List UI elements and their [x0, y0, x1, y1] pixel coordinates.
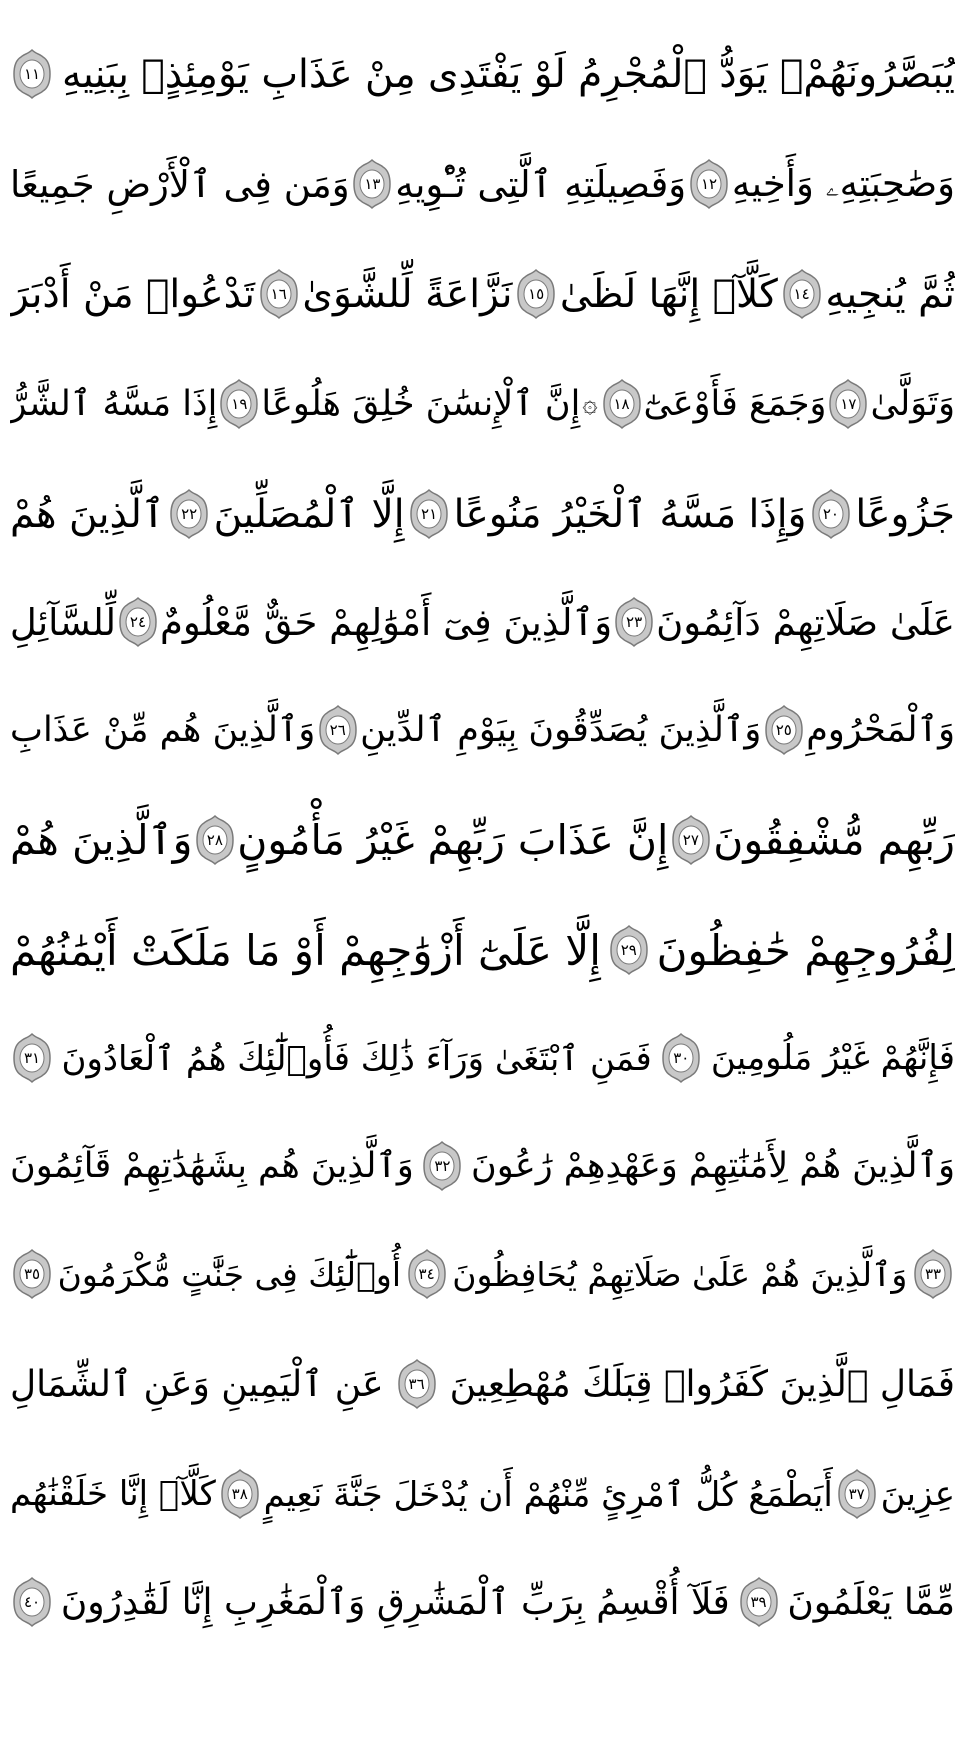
verse-text: نَزَّاعَةً لِّلشَّوَىٰ [302, 271, 513, 317]
verse-text: وَٱلَّذِينَ هُمْ لِأَمَٰنَٰتِهِمْ وَعَهْدِهِمْ رَٰعُونَ [471, 1146, 955, 1186]
ayah-number-marker [828, 378, 868, 430]
verse-line [10, 1330, 955, 1438]
verse-text: إِذَا مَسَّهُ ٱلشَّرُّ [10, 384, 218, 424]
verse-text: وَٱلَّذِينَ هُم مِّنْ عَذَابِ [10, 710, 316, 750]
ayah-number-marker [516, 268, 556, 320]
ayah-number-marker [219, 378, 259, 430]
verse-line [10, 676, 955, 784]
verse-text: وَفَصِيلَتِهِ ٱلَّتِى تُـْٔوِيهِ [395, 162, 687, 206]
verse-text: وَٱلْمَحْرُومِ [806, 710, 955, 750]
verse-text: فَمَالِ ٱلَّذِينَ كَفَرُوا۟ قِبَلَكَ مُهْطِعِينَ [449, 1363, 955, 1405]
verse-line [10, 786, 955, 894]
ayah-number: ٣٥ [23, 1265, 41, 1283]
verse-line [10, 1548, 955, 1656]
ayah-number: ٢٤ [129, 613, 147, 631]
verse-text: أُو۟لَٰٓئِكَ فِى جَنَّٰتٍ مُّكْرَمُونَ [57, 1254, 401, 1294]
ayah-number: ١٢ [700, 175, 718, 193]
verse-line [10, 1220, 955, 1328]
verse-text: تَدْعُوا۟ مَنْ أَدْبَرَ [10, 271, 255, 317]
ayah-number-marker [352, 158, 392, 210]
ayah-number: ٣٠ [673, 1049, 690, 1067]
verse-text: عَلَىٰ صَلَاتِهِمْ دَآئِمُونَ [656, 600, 955, 644]
ayah-number-marker [12, 1248, 52, 1300]
verse-text: عِزِينَ [880, 1474, 955, 1514]
verse-text: كَلَّآۖ إِنَّهَا لَظَىٰ [559, 271, 778, 317]
verse-text: فَلَآ أُقْسِمُ بِرَبِّ ٱلْمَشَٰرِقِ وَٱلْمَغَٰرِبِ إِنَّا لَقَٰدِرُونَ [60, 1581, 730, 1623]
ayah-number: ٣٢ [434, 1157, 451, 1175]
verse-text: وَتَوَلَّىٰ [870, 384, 955, 424]
verse-line [10, 130, 955, 238]
verse-text: إِلَّا ٱلْمُصَلِّينَ [213, 491, 405, 537]
ayah-number: ٢١ [421, 505, 438, 523]
ayah-number: ١٨ [613, 395, 630, 413]
verse-text: إِنَّ ٱلْإِنسَٰنَ خُلِقَ هَلُوعًا [261, 384, 581, 424]
ayah-number-marker [169, 488, 209, 540]
verse-text: فَإِنَّهُمْ غَيْرُ مَلُومِينَ [710, 1038, 955, 1078]
verse-text: مِّمَّا يَعْلَمُونَ [787, 1581, 955, 1623]
verse-text: وَصَٰحِبَتِهِۦ وَأَخِيهِ [731, 162, 955, 205]
ayah-number-marker [12, 48, 52, 100]
ayah-number: ٣٦ [408, 1375, 425, 1393]
verse-line [10, 350, 955, 458]
verse-line [10, 240, 955, 348]
ayah-number: ٣٧ [848, 1485, 865, 1503]
ayah-number-marker [739, 1576, 779, 1628]
verse-text: وَمَن فِى ٱلْأَرْضِ جَمِيعًا [10, 162, 350, 206]
ayah-number: ٤٠ [23, 1593, 41, 1611]
verse-line [10, 1440, 955, 1548]
ayah-number: ١٣ [364, 175, 381, 193]
ayah-number: ٢٩ [620, 941, 637, 959]
rub-el-hizb-icon: ۞ [582, 389, 598, 419]
verse-line [10, 568, 955, 676]
ayah-number-marker [811, 488, 851, 540]
ayah-number: ١٧ [840, 395, 857, 413]
ayah-number-marker [118, 596, 158, 648]
verse-text: أَيَطْمَعُ كُلُّ ٱمْرِئٍ مِّنْهُمْ أَن يُدْخَلَ جَنَّةَ نَعِيمٍ [263, 1474, 833, 1515]
ayah-number: ٢٢ [181, 505, 198, 523]
verse-line [10, 1004, 955, 1112]
verse-text: لِفُرُوجِهِمْ حَٰفِظُونَ [656, 925, 955, 975]
ayah-number: ١٦ [270, 285, 287, 303]
ayah-number: ٣٩ [750, 1593, 767, 1611]
ayah-number: ٢٦ [329, 721, 346, 739]
verse-text: عَنِ ٱلْيَمِينِ وَعَنِ ٱلشِّمَالِ [10, 1363, 384, 1405]
verse-text: إِلَّا عَلَىٰٓ أَزْوَٰجِهِمْ أَوْ مَا مَلَكَتْ أَيْمَٰنُهُمْ [10, 925, 601, 975]
verse-text: ٱلَّذِينَ هُمْ [10, 491, 165, 537]
verse-text: يُبَصَّرُونَهُمْۚ يَوَدُّ ٱلْمُجْرِمُ لَوْ يَفْتَدِى مِنْ عَذَابِ يَوْمِئِذٍۭ بِبَنِيهِ [61, 51, 955, 97]
ayah-number: ١١ [23, 65, 41, 83]
ayah-number-marker [12, 1032, 52, 1084]
ayah-number-marker [764, 704, 804, 756]
verse-text: وَٱلَّذِينَ يُصَدِّقُونَ بِيَوْمِ ٱلدِّينِ [360, 710, 762, 750]
ayah-number: ٣٨ [231, 1485, 248, 1503]
ayah-number-marker [602, 378, 642, 430]
verse-text: وَٱلَّذِينَ هُم بِشَهَٰدَٰتِهِمْ قَآئِمُونَ [10, 1146, 414, 1186]
ayah-number-marker [195, 814, 235, 866]
ayah-number: ٢٠ [822, 505, 839, 523]
ayah-number: ٢٨ [206, 831, 223, 849]
verse-line [10, 20, 955, 128]
ayah-number: ١٥ [528, 285, 545, 303]
verse-text: وَجَمَعَ فَأَوْعَىٰٓ [643, 384, 827, 424]
ayah-number-marker [671, 814, 711, 866]
verse-line [10, 1112, 955, 1220]
verse-text: ثُمَّ يُنجِيهِ [825, 271, 955, 317]
ayah-number-marker [397, 1358, 437, 1410]
ayah-number: ١٩ [231, 395, 248, 413]
ayah-number-marker [422, 1140, 462, 1192]
verse-text: كَلَّآۖ إِنَّا خَلَقْنَٰهُم [10, 1474, 216, 1514]
ayah-number: ٣٣ [924, 1265, 942, 1283]
ayah-number-marker [609, 924, 649, 976]
ayah-number-marker [837, 1468, 877, 1520]
ayah-number-marker [318, 704, 358, 756]
ayah-number: ٢٣ [626, 613, 643, 631]
ayah-number: ٣٤ [418, 1265, 435, 1283]
ayah-number-marker [407, 1248, 447, 1300]
ayah-number-marker [259, 268, 299, 320]
ayah-number: ٣١ [23, 1049, 41, 1067]
ayah-number-marker [12, 1576, 52, 1628]
ayah-number-marker [689, 158, 729, 210]
verse-text: رَبِّهِم مُّشْفِقُونَ [713, 816, 955, 864]
ayah-number: ٢٥ [775, 721, 792, 739]
ayah-number: ١٤ [793, 285, 810, 303]
verse-text: جَزُوعًا [855, 491, 955, 537]
ayah-number-marker [614, 596, 654, 648]
verse-text: فَمَنِ ٱبْتَغَىٰ وَرَآءَ ذَٰلِكَ فَأُو۟لَٰٓئِكَ هُمُ ٱلْعَادُونَ [61, 1038, 652, 1079]
verse-text: وَٱلَّذِينَ هُمْ [10, 816, 193, 864]
ayah-number-marker [782, 268, 822, 320]
verse-text: وَٱلَّذِينَ فِىٓ أَمْوَٰلِهِمْ حَقٌّ مَّعْلُومٌ [159, 600, 613, 644]
verse-line [10, 460, 955, 568]
ayah-number-marker [913, 1248, 953, 1300]
verse-text: وَإِذَا مَسَّهُ ٱلْخَيْرُ مَنُوعًا [453, 491, 807, 537]
ayah-number-marker [220, 1468, 260, 1520]
ayah-number: ٢٧ [682, 831, 699, 849]
verse-text: وَٱلَّذِينَ هُمْ عَلَىٰ صَلَاتِهِمْ يُحَافِظُونَ [452, 1254, 908, 1294]
verse-text: لِّلسَّآئِلِ [10, 600, 116, 644]
ayah-number-marker [661, 1032, 701, 1084]
verse-line [10, 896, 955, 1004]
ayah-number-marker [409, 488, 449, 540]
verse-text: إِنَّ عَذَابَ رَبِّهِمْ غَيْرُ مَأْمُونٍ [237, 816, 669, 864]
